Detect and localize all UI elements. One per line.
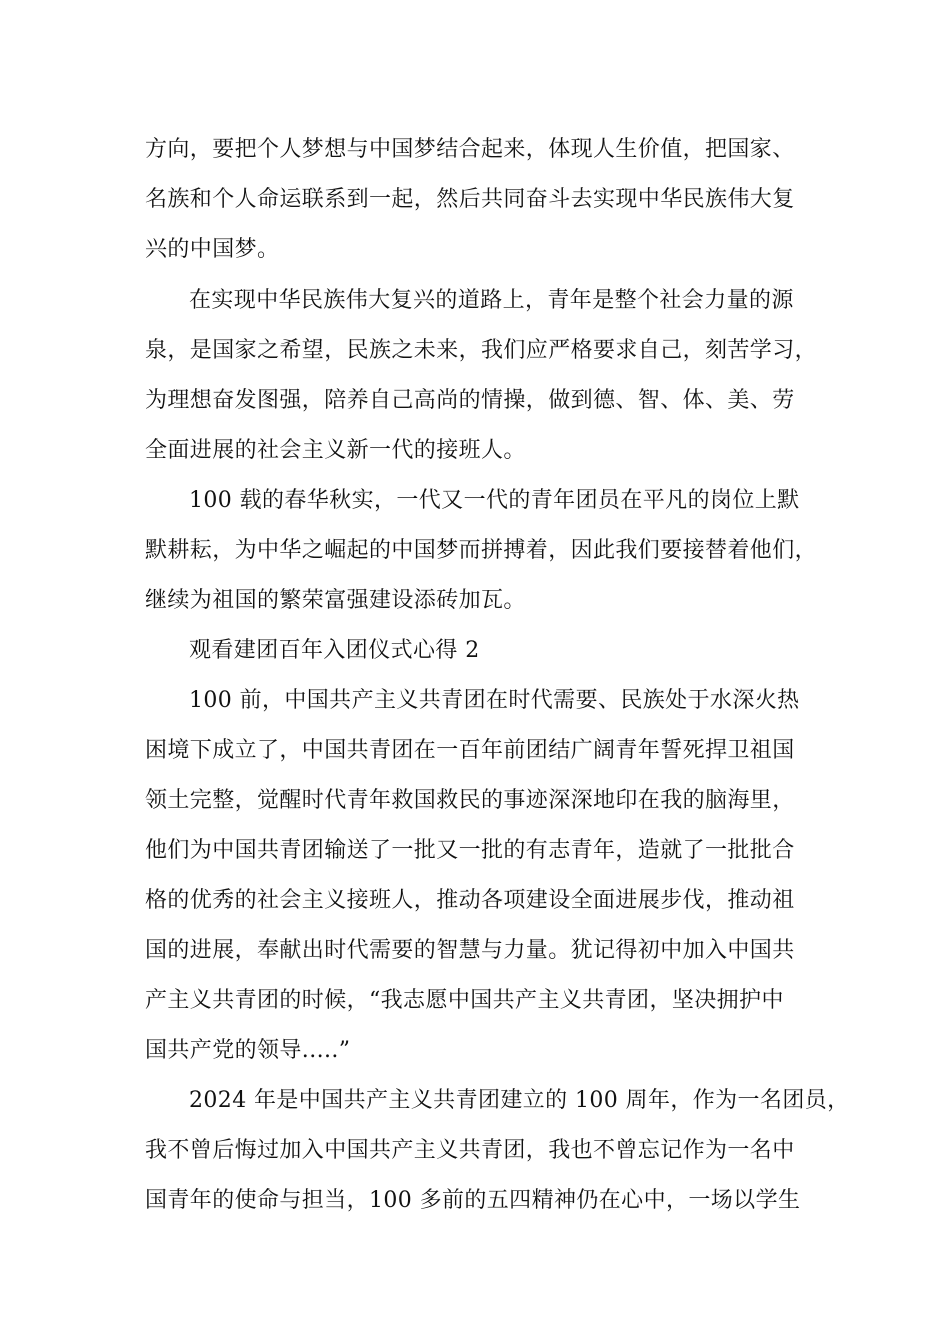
text-line-1: 方向，要把个人梦想与中国梦结合起来，体现人生价值，把国家、	[145, 137, 795, 162]
text-line-3: 兴的中国梦。	[145, 237, 280, 262]
text-line-19: 国共产党的领导.....”	[145, 1038, 351, 1063]
text-line-14: 领土完整，觉醒时代青年救国救民的事迹深深地印在我的脑海里，	[145, 788, 795, 813]
text-line-21: 我不曾后悔过加入中国共产主义共青团，我也不曾忘记作为一名中	[145, 1138, 795, 1163]
text-line-20: 2024 年是中国共产主义共青团建立的 100 周年，作为一名团员，	[189, 1088, 850, 1113]
text-line-13: 困境下成立了，中国共青团在一百年前团结广阔青年誓死捍卫祖国	[145, 738, 795, 763]
text-line-22: 国青年的使命与担当，100 多前的五四精神仍在心中，一场以学生	[145, 1188, 801, 1213]
text-line-18: 产主义共青团的时候，“我志愿中国共产主义共青团，坚决拥护中	[145, 988, 784, 1013]
text-line-4: 在实现中华民族伟大复兴的道路上，青年是整个社会力量的源	[189, 288, 794, 313]
text-line-12: 100 前，中国共产主义共青团在时代需要、民族处于水深火热	[189, 688, 800, 713]
text-line-10: 继续为祖国的繁荣富强建设添砖加瓦。	[145, 588, 526, 613]
text-line-2: 名族和个人命运联系到一起，然后共同奋斗去实现中华民族伟大复	[145, 187, 795, 212]
text-line-9: 默耕耘，为中华之崛起的中国梦而拼搏着，因此我们要接替着他们，	[145, 538, 818, 563]
text-line-5: 泉，是国家之希望，民族之未来，我们应严格要求自己，刻苦学习，	[145, 338, 818, 363]
text-line-6: 为理想奋发图强，陪养自己高尚的情操，做到德、智、体、美、劳	[145, 388, 795, 413]
text-line-7: 全面进展的社会主义新一代的接班人。	[145, 438, 526, 463]
text-line-16: 格的优秀的社会主义接班人，推动各项建设全面进展步伐，推动祖	[145, 888, 795, 913]
section-heading: 观看建团百年入团仪式心得 2	[189, 638, 480, 663]
text-line-15: 他们为中国共青团输送了一批又一批的有志青年，造就了一批批合	[145, 838, 795, 863]
text-line-17: 国的进展，奉献出时代需要的智慧与力量。犹记得初中加入中国共	[145, 938, 795, 963]
text-line-8: 100 载的春华秋实，一代又一代的青年团员在平凡的岗位上默	[189, 488, 800, 513]
